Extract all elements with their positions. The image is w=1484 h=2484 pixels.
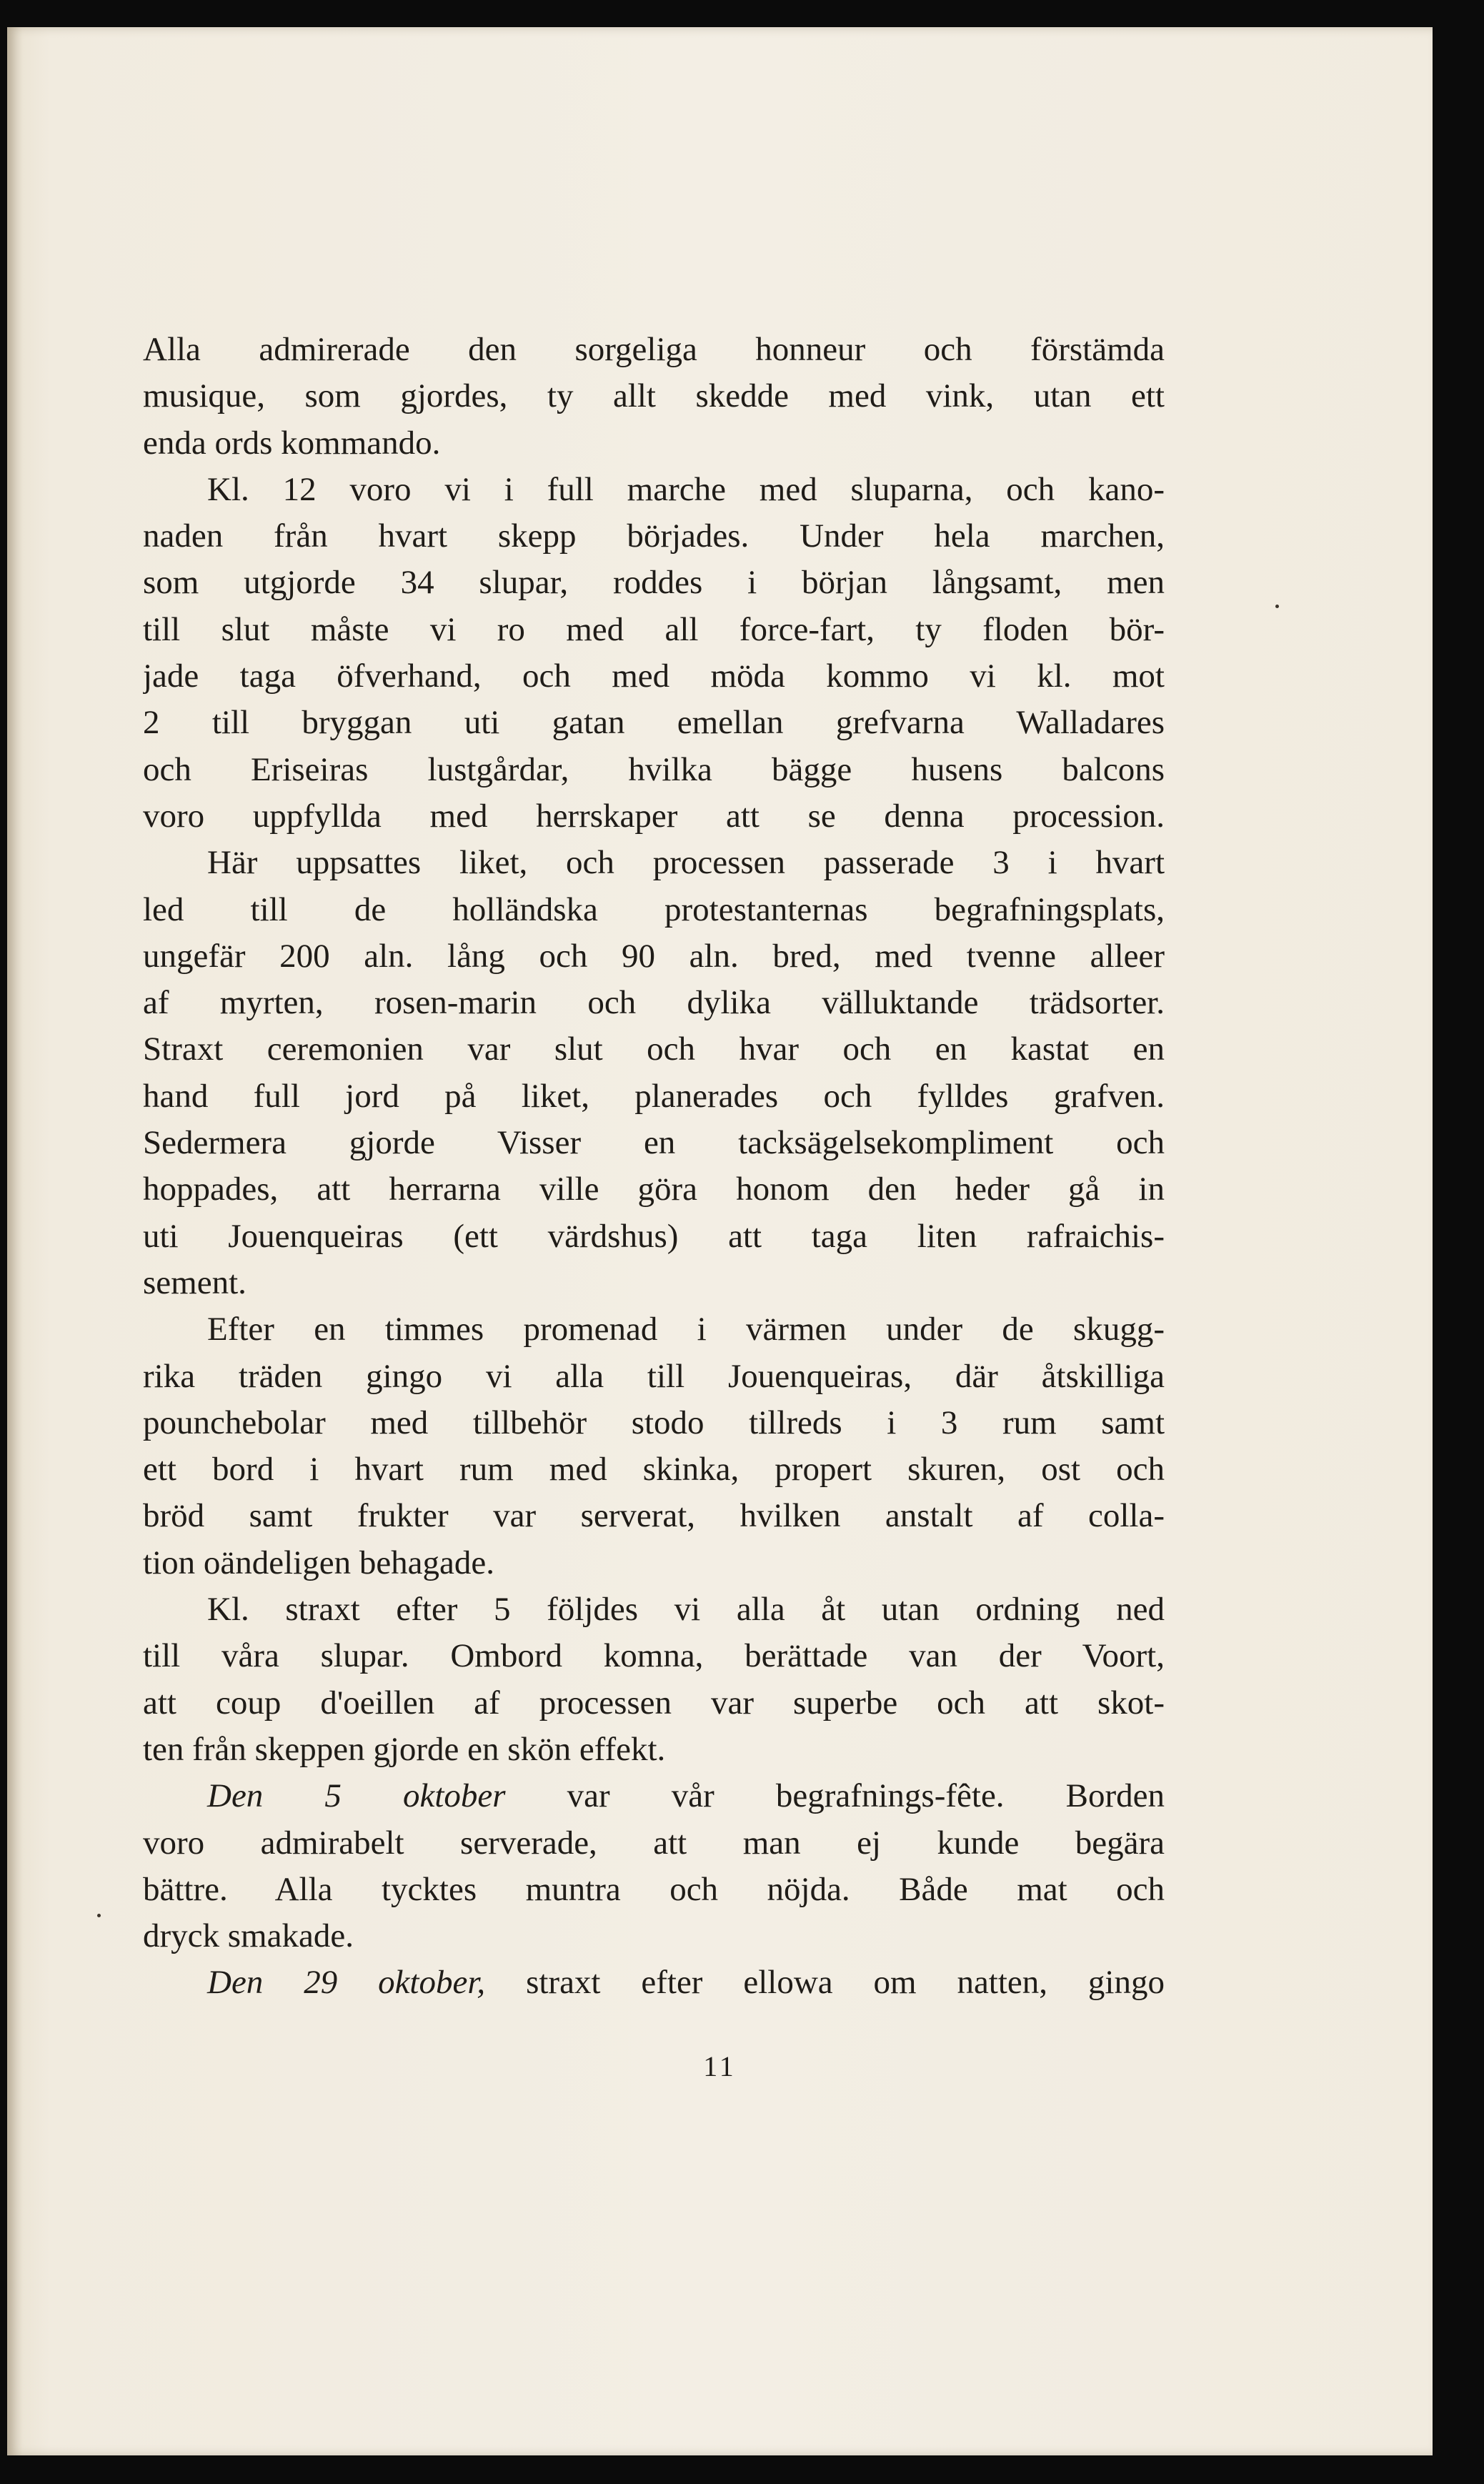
- text-line-rest: var vår begrafnings-fête. Borden: [505, 1777, 1165, 1815]
- text-line: bättre. Alla tycktes muntra och nöjda. Både mat och: [143, 1870, 1165, 1908]
- text-line: [143, 1773, 1165, 1819]
- paper-speck: [1275, 605, 1279, 608]
- text-line: och Eriseiras lustgårdar, hvilka bägge husens balcons: [143, 750, 1165, 788]
- text-line: ten från skeppen gjorde en skön effekt.: [143, 1730, 666, 1768]
- book-page: [7, 27, 1433, 2455]
- text-line: Här uppsattes liket, och processen passerade 3 i hvart: [207, 844, 1165, 882]
- date-heading: Den 29 oktober,: [207, 1964, 486, 2002]
- text-line: led till de holländska protestanternas begrafningsplats,: [143, 890, 1165, 928]
- text-line: till slut måste vi ro med all force-fart, ty floden bör-: [143, 610, 1165, 648]
- text-line: naden från hvart skepp börjades. Under hela marchen,: [143, 517, 1165, 555]
- text-line: enda ords kommando.: [143, 424, 441, 462]
- text-line: voro admirabelt serverade, att man ej kunde begära: [143, 1824, 1165, 1862]
- text-line: bröd samt frukter var serverat, hvilken anstalt af colla-: [143, 1497, 1165, 1535]
- text-line: Sedermera gjorde Visser en tacksägelsekompliment och: [143, 1124, 1165, 1162]
- text-line: jade taga öfverhand, och med möda kommo vi kl. mot: [143, 657, 1165, 695]
- text-line: ungefär 200 aln. lång och 90 aln. bred, med tvenne alleer: [143, 937, 1165, 975]
- text-line: Alla admirerade den sorgeliga honneur och förstämda: [143, 331, 1165, 368]
- text-line: voro uppfyllda med herrskaper att se denna procession.: [143, 797, 1165, 835]
- text-line: Kl. 12 voro vi i full marche med sluparna, och kano-: [207, 470, 1165, 508]
- text-line: uti Jouenqueiras (ett värdshus) att taga liten rafraichis-: [143, 1217, 1165, 1255]
- text-line: att coup d'oeillen af processen var superbe och att skot-: [143, 1684, 1165, 1722]
- text-line: som utgjorde 34 slupar, roddes i början långsamt, men: [143, 564, 1165, 602]
- text-line: ett bord i hvart rum med skinka, propert skuren, ost och: [143, 1451, 1165, 1489]
- text-line: hoppades, att herrarna ville göra honom den heder gå in: [143, 1171, 1165, 1208]
- paper-speck: [97, 1914, 101, 1917]
- text-line: sement.: [143, 1263, 246, 1301]
- date-heading: Den 5 oktober: [207, 1777, 506, 1815]
- page-number: 11: [703, 2050, 737, 2082]
- text-line: af myrten, rosen-marin och dylika välluktande trädsorter.: [143, 984, 1165, 1022]
- text-line: 2 till bryggan uti gatan emellan grefvarna Walladares: [143, 704, 1165, 742]
- text-line: hand full jord på liket, planerades och fylldes grafven.: [143, 1077, 1165, 1115]
- text-line: dryck smakade.: [143, 1917, 354, 1955]
- text-line: Efter en timmes promenad i värmen under de skugg-: [207, 1311, 1165, 1348]
- text-line: musique, som gjordes, ty allt skedde med vink, utan ett: [143, 377, 1165, 415]
- text-line-rest: straxt efter ellowa om natten, gingo: [485, 1964, 1165, 2002]
- text-line: till våra slupar. Ombord komna, berättade van der Voort,: [143, 1637, 1165, 1675]
- body-text: [143, 327, 1165, 2007]
- text-line: tion oändeligen behagade.: [143, 1544, 495, 1581]
- text-line: [143, 1959, 1165, 2006]
- text-line: Straxt ceremonien var slut och hvar och en kastat en: [143, 1030, 1165, 1068]
- text-line: Kl. straxt efter 5 följdes vi alla åt utan ordning ned: [207, 1591, 1165, 1629]
- text-line: rika träden gingo vi alla till Jouenqueiras, där åtskilliga: [143, 1357, 1165, 1395]
- text-line: pounchebolar med tillbehör stodo tillreds i 3 rum samt: [143, 1404, 1165, 1441]
